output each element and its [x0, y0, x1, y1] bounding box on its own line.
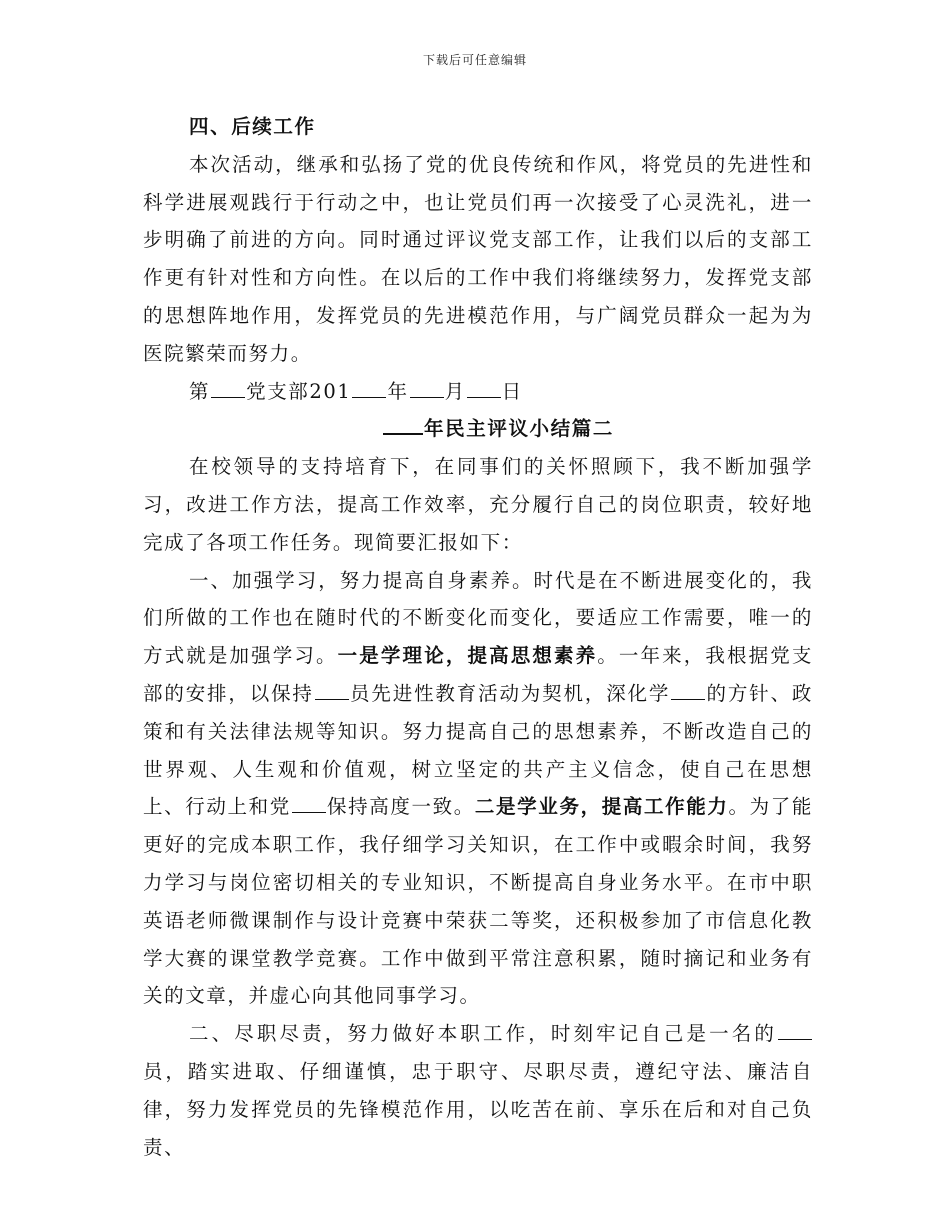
study-text-c: 。一年来，我根据党支部的安排，以保持 — [143, 644, 813, 705]
blank-line — [383, 413, 423, 435]
part-title-text: 年民主评议小结篇二 — [424, 417, 614, 441]
header-text: 下载后可任意编辑 — [422, 53, 527, 67]
signature-line — [143, 373, 813, 411]
intro-paragraph: 在校领导的支持培育下，在同事们的关怀照顾下，我不断加强学习，改进工作方法，提高工作效率，充分履行自己的岗位职责，较好地完成了各项工作任务。现简要汇报如下： — [143, 455, 813, 554]
page-header — [0, 52, 950, 68]
duty-text-a: 二、尽职尽责，努力做好本职工作，时刻牢记自己是一名的 — [189, 1022, 777, 1046]
sign-branch: 党支部 — [246, 379, 310, 403]
study-text-e: 的方针、政策和有关法律法规等知识。努力提高自己的思想素养，不断改造自己的世界观、人生观和价值观，树立坚定的共产主义信念，使自己在思想上、行动上和党 — [143, 681, 813, 819]
blank-line — [352, 377, 386, 398]
section-paragraph: 本次活动，继承和弘扬了党的优良传统和作风，将党员的先进性和科学进展观践行于行动之中，也让党员们再一次接受了心灵洗礼，进一步明确了前进的方向。同时通过评议党支部工作，让我们以后的支部工作更有针对性和方向性。在以后的工作中我们将继续努力，发挥党支部的思想阵地作用，发挥党员的先进模范作用，与广阔党员群众一起为为医院繁荣而努力。 — [143, 152, 813, 365]
sign-prefix: 第 — [189, 379, 211, 403]
blank-line — [211, 377, 245, 398]
sign-year-prefix: 201 — [309, 379, 352, 403]
sign-year: 年 — [387, 379, 409, 403]
blank-line — [292, 792, 326, 813]
duty-text-b: 员，踏实进取、仔细谨慎，忠于职守、尽职尽责，遵纪守法、廉洁自律，努力发挥党员的先锋模范作用，以吃苦在前、享乐在后和对自己负责、 — [143, 1059, 813, 1159]
blank-line — [410, 377, 444, 398]
section-heading: 四、后续工作 — [189, 115, 316, 138]
blank-line — [467, 377, 501, 398]
sign-day: 日 — [501, 379, 523, 403]
blank-line — [671, 679, 705, 700]
study-text-a: 一、加强学习，努力提高自身素养。时代是在不断进展变化的，我们所做的工作也在随时代的不断变化而变化，要适应工作需要，唯一的方式就是加强学习。 — [143, 568, 813, 668]
study-text-d: 员先进性教育活动为契机，深化学 — [349, 681, 671, 705]
duty-paragraph — [143, 1015, 813, 1166]
sign-month: 月 — [444, 379, 466, 403]
part-title — [143, 410, 813, 448]
study-text-f: 保持高度一致。 — [326, 795, 475, 819]
study-emphasis-business: 二是学业务，提高工作能力 — [474, 795, 729, 819]
blank-line — [315, 679, 349, 700]
study-emphasis-theory: 一是学理论，提高思想素养 — [337, 644, 598, 668]
study-paragraph — [143, 562, 813, 1016]
blank-line — [778, 1019, 812, 1040]
document-body — [143, 108, 813, 1166]
study-text-h: 。为了能更好的完成本职工作，我仔细学习关知识，在工作中或暇余时间，我努力学习与岗位密切相关的专业知识，不断提高自身业务水平。在市中职英语老师微课制作与设计竞赛中荣获二等奖，还积极参加了市信息化教学大赛的课堂教学竞赛。工作中做到平常注意积累，随时摘记和业务有关的文章，并虚心向其他同事学习。 — [143, 795, 813, 1008]
